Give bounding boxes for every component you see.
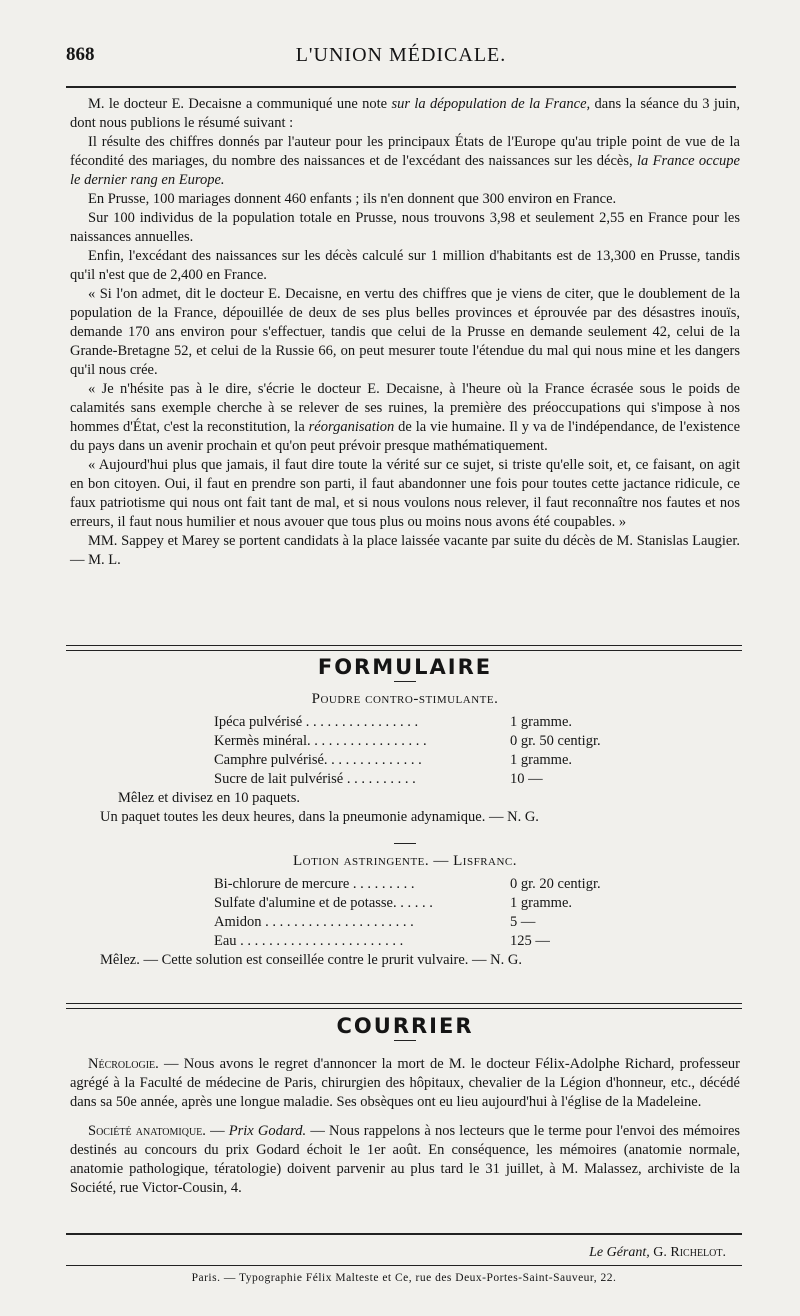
short-rule <box>394 1040 416 1041</box>
session-report <box>70 95 740 570</box>
recipe-line: Ipéca pulvérisé . . . . . . . . . . . . . . . . 1 gramme. <box>214 714 573 730</box>
recipe-title: Lotion astringente. — Lisfranc. <box>292 853 518 869</box>
paragraph: Sur 100 individus de la population totale en Prusse, nous trouvons 3,98 et seulement 2,55 en France pour les naissances annuelles. <box>70 210 740 245</box>
recipe-note: Mêlez. — Cette solution est conseillée contre le prurit vulvaire. — N. G. <box>100 952 522 968</box>
formulaire-section <box>70 655 740 970</box>
recipe-list <box>70 713 740 789</box>
gerant-signature: Le Gérant, G. Richelot. <box>589 1245 726 1260</box>
paragraph: « Si l'on admet, dit le docteur E. Decaisne, en vertu des chiffres que je viens de citer, que le doublement de la population de la France, dépouillée de deux de ses plus belles provinces et éprouvée par des désastres inouïs, demande 170 ans environ pour s'effectuer, tandis que celui de la Prusse en demande seulement 42, celui de la Grande-Bretagne 52, et celui de la Russie 66, on peut mesurer toute l'étendue du mal qui nous mine et les dangers qu'il nous crée. <box>70 286 740 378</box>
recipe-line: Sucre de lait pulvérisé . . . . . . . . . . 10 — <box>214 771 543 787</box>
page-number: 868 <box>66 44 95 65</box>
recipe-line: Eau . . . . . . . . . . . . . . . . . . . . . . . 125 — <box>214 933 550 949</box>
recipe-list <box>70 875 740 951</box>
recipe-title: Poudre contro-stimulante. <box>311 691 499 707</box>
recipe-line: Amidon . . . . . . . . . . . . . . . . . . . . . 5 — <box>214 914 536 930</box>
paragraph: Enfin, l'excédant des naissances sur les décès calculé sur 1 million d'habitants est de 13,300 en Prusse, tandis qu'il n'est que de 2,400 en France. <box>70 248 740 283</box>
footer-rule <box>66 1233 742 1235</box>
recipe-line: Camphre pulvérisé. . . . . . . . . . . . . . 1 gramme. <box>214 752 573 768</box>
recipe-note: Un paquet toutes les deux heures, dans la pneumonie adynamique. — N. G. <box>100 809 539 825</box>
section-title: FORMULAIRE <box>317 655 493 679</box>
paragraph: En Prusse, 100 mariages donnent 460 enfants ; ils n'en donnent que 300 environ en France. <box>88 191 617 207</box>
recipe-line: Sulfate d'alumine et de potasse. . . . . . 1 gramme. <box>214 895 573 911</box>
recipe-note: Mêlez et divisez en 10 paquets. <box>118 790 300 806</box>
printer-imprint: Paris. — Typographie Félix Malteste et Ce, rue des Deux-Portes-Saint-Sauveur, 22. <box>191 1272 617 1284</box>
section-divider <box>66 645 742 651</box>
recipe-line: Kermès minéral. . . . . . . . . . . . . . . . . 0 gr. 50 centigr. <box>214 733 601 749</box>
news-item: Nécrologie. — Nous avons le regret d'annoncer la mort de M. le docteur Félix-Adolphe Richard, professeur agrégé à la Faculté de médecine de Paris, chirurgien des hôpitaux, chevalier de la Légion d'honneur, etc., décédé dans sa 50e année, après une longue maladie. Ses obsèques ont eu lieu aujourd'hui à l'église de la Madeleine. <box>70 1056 740 1110</box>
news-item: Société anatomique. — Prix Godard. — Nous rappelons à nos lecteurs que le terme pour l'envoi des mémoires destinés au concours du prix Godard échoit le 1er août. En conséquence, les mémoires (anatomie normale, anatomie pathologique, tératologie) doivent parvenir au plus tard le 31 juillet, à M. Malassez, archiviste de la Société, rue Victor-Cousin, 4. <box>70 1123 741 1196</box>
paragraph: M. le docteur E. Decaisne a communiqué une note sur la dépopulation de la France, dans la séance du 3 juin, dont nous publions le résumé suivant : <box>70 96 741 131</box>
short-rule <box>394 843 416 844</box>
short-rule <box>394 681 416 682</box>
page-header <box>66 44 736 78</box>
journal-title: L'UNION MÉDICALE. <box>295 44 507 66</box>
paragraph: MM. Sappey et Marey se portent candidats à la place laissée vacante par suite du décès de M. Stanislas Laugier. — M. L. <box>70 533 740 568</box>
paragraph: « Aujourd'hui plus que jamais, il faut dire toute la vérité sur ce sujet, si triste qu'elle soit, et, ce faisant, on agit en bon citoyen. Oui, il faut en prendre son parti, il faut abandonner une fois pour toutes cette jactance ridicule, ce faux patriotisme qui nous ont fait tant de mal, et si nous voulons nous relever, il faut reconnaître nos fautes et nos erreurs, il faut nous humilier et nous avouer que tous plus ou moins nous avons été coupables. » <box>70 457 740 530</box>
header-rule <box>66 86 736 88</box>
section-title: COURRIER <box>336 1014 474 1038</box>
paragraph: « Je n'hésite pas à le dire, s'écrie le docteur E. Decaisne, à l'heure où la France écrasée sous le poids de calamités sans exemple cherche à se relever de ses ruines, la première des préoccupations qui s'impose à nos hommes d'État, c'est la reconstitution, la réorganisation de la vie humaine. Il y va de l'indépendance, de l'existence du pays dans un avenir prochain et qu'on peut prévoir presque mathématiquement. <box>70 381 741 454</box>
footer-rule <box>66 1265 742 1266</box>
section-divider <box>66 1003 742 1009</box>
paragraph: Il résulte des chiffres donnés par l'auteur pour les principaux États de l'Europe qu'au triple point de vue de la fécondité des mariages, du nombre des naissances et de l'excédant des naissances sur les décès, la France occupe le dernier rang en Europe. <box>70 134 740 188</box>
courrier-section <box>70 1014 741 1198</box>
recipe-line: Bi-chlorure de mercure . . . . . . . . . 0 gr. 20 centigr. <box>214 876 601 892</box>
